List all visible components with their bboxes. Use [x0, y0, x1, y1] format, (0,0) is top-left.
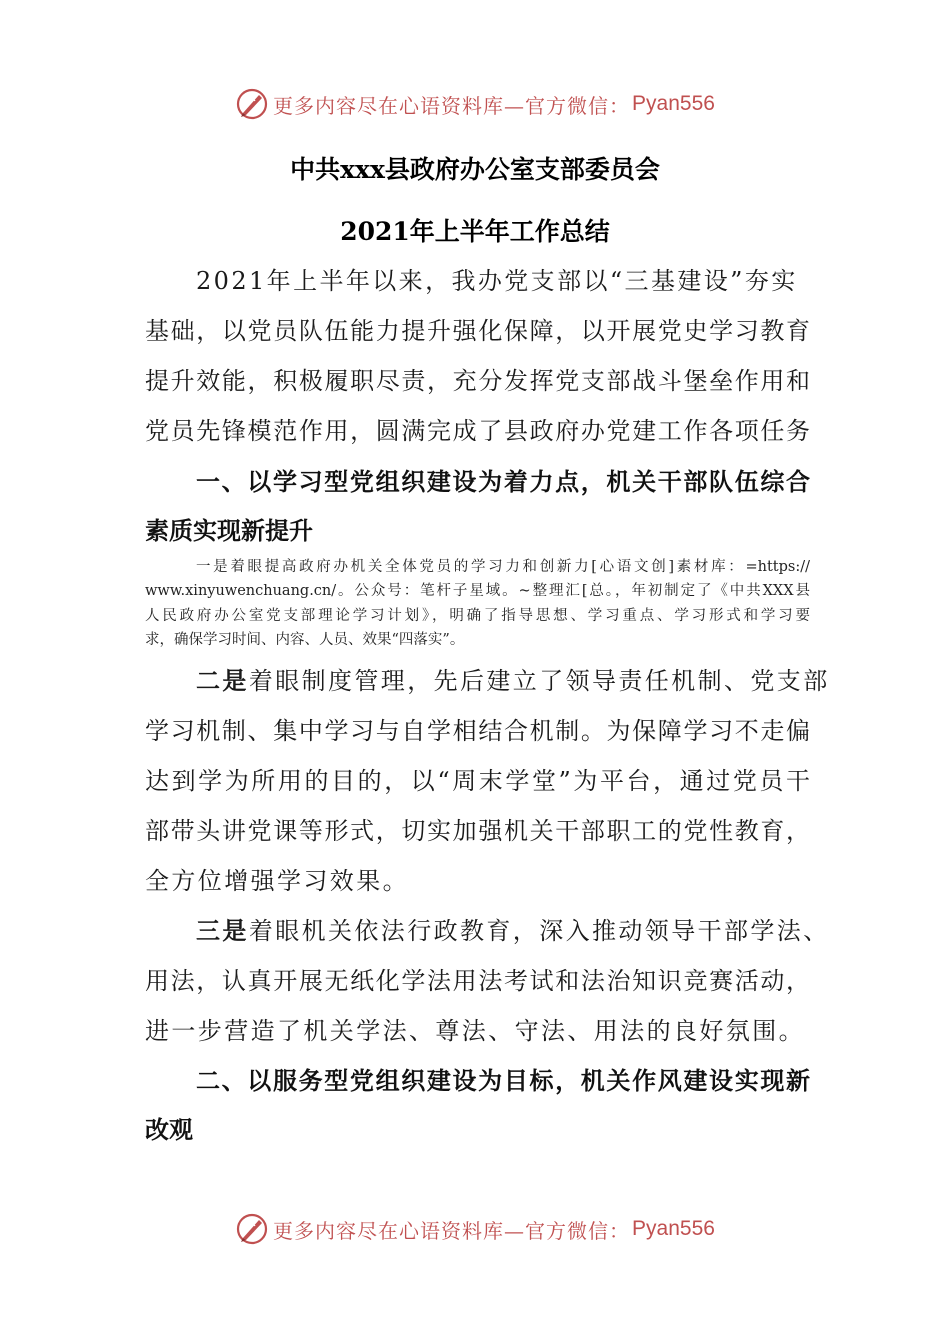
item2-line-5: 全方位增强学习效果。	[145, 867, 409, 895]
intro-line-1: 2021年上半年以来，我办党支部以“三基建设”夯实	[196, 267, 798, 295]
item1-line-4: 求，确保学习时间、内容、人员、效果“四落实”。	[145, 632, 465, 648]
document-subtitle: 2021年上半年工作总结	[340, 217, 610, 246]
pen-logo-icon	[235, 1212, 269, 1246]
watermark-text: 更多内容尽在心语资料库—官方微信：	[273, 93, 631, 118]
watermark-id: Pyan556	[632, 1217, 715, 1240]
document-title: 中共xxx县政府办公室支部委员会	[290, 155, 660, 184]
item3-line-2: 用法，认真开展无纸化学法用法考试和法治知识竞赛活动，	[145, 967, 810, 995]
intro-line-3: 提升效能，积极履职尽责，充分发挥党支部战斗堡垒作用和	[145, 367, 810, 395]
pen-logo-icon	[235, 87, 269, 121]
section1-heading-line-1: 一、以学习型党组织建设为着力点，机关干部队伍综合	[196, 468, 810, 496]
item3-line-3: 进一步营造了机关学法、尊法、守法、用法的良好氛围。	[145, 1017, 805, 1045]
item1-line-1: 一是着眼提高政府办机关全体党员的学习力和创新力[心语文创]素材库：=https://	[196, 559, 810, 575]
item2-line-3: 达到学为所用的目的，以“周末学堂”为平台，通过党员干	[145, 767, 810, 795]
watermark-banner-bottom	[0, 1209, 950, 1249]
item3-line-1	[196, 916, 830, 946]
item1-line-2: www.xinyuwenchuang.cn/。公众号：笔杆子星域。~整理汇[总。，年初制定了《中共XXX县	[145, 583, 810, 599]
watermark-banner-top	[0, 84, 950, 124]
item2-line-4: 部带头讲党课等形式，切实加强机关干部职工的党性教育，	[145, 817, 810, 845]
section2-heading-line-2: 改观	[145, 1116, 193, 1144]
section1-heading-line-2: 素质实现新提升	[145, 517, 313, 545]
item3-lead: 三是	[196, 917, 249, 945]
intro-line-4: 党员先锋模范作用，圆满完成了县政府办党建工作各项任务	[145, 417, 810, 445]
item1-line-3: 人民政府办公室党支部理论学习计划》，明确了指导思想、学习重点、学习形式和学习要	[145, 608, 810, 624]
item2-line-1	[196, 666, 830, 696]
intro-line-2: 基础，以党员队伍能力提升强化保障，以开展党史学习教育	[145, 317, 810, 345]
item2-line-1-text: 着眼制度管理，先后建立了领导责任机制、党支部	[248, 667, 830, 695]
item2-lead: 二是	[196, 667, 249, 695]
watermark-id: Pyan556	[632, 92, 715, 115]
watermark-text: 更多内容尽在心语资料库—官方微信：	[273, 1218, 631, 1243]
item2-line-2: 学习机制、集中学习与自学相结合机制。为保障学习不走偏	[145, 717, 810, 745]
item3-line-1-text: 着眼机关依法行政教育，深入推动领导干部学法、	[248, 917, 830, 945]
section2-heading-line-1: 二、以服务型党组织建设为目标，机关作风建设实现新	[196, 1067, 810, 1095]
